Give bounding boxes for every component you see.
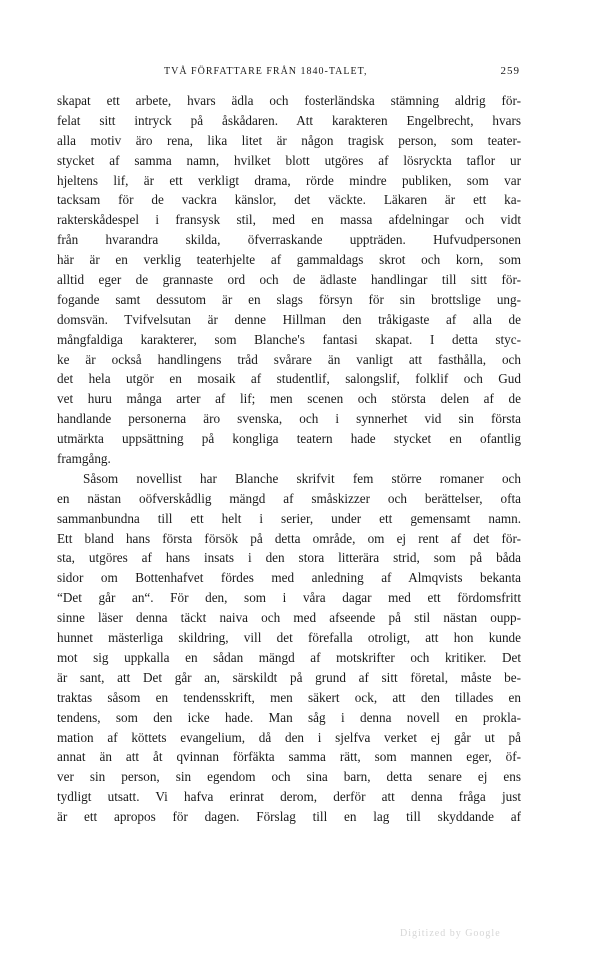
text-line: fogande samt dessutom är en slags försyn för sin brottslige ung- [57,291,521,307]
text-line: stycket af samma namn, hvilket blott utgöres af lösryckta taflor ur [57,152,521,168]
text-line: rakterskådespel i fransysk stil, med en massa afdelningar och vidt [57,212,521,228]
text-line: handlande personerna äro svenska, och i synnerhet vid sin första [57,411,521,427]
text-line: felat sitt intryck på åskådaren. Att karakteren Engelbrecht, hvars [57,112,521,128]
page-number: 259 [500,65,520,77]
paragraph-start-line: Såsom novellist har Blanche skrifvit fem större romaner och [83,470,521,486]
running-title: TVÅ FÖRFATTARE FRÅN 1840-TALET, [164,66,368,77]
paragraph-end-line: framgång. [57,451,111,467]
text-line: det hela utgör en mosaik af studentlif, salongslif, folklif och Gud [57,371,521,387]
text-line: vet huru många arter af lif; men scenen och största delen af de [57,391,521,407]
text-line: tacksam för de vackra känslor, det väckte. Läkaren är ett ka- [57,192,521,208]
text-line: alla motiv äro rena, lika litet är någon tragisk person, som teater- [57,132,521,148]
text-line: sammanbundna till ett helt i serier, under ett gemensamt namn. [57,510,521,526]
text-line: hunnet mästerliga skildring, vill det förefalla otroligt, att hon kunde [57,630,521,646]
text-line: hjeltens lif, är ett verkligt drama, rörde mindre publiken, som var [57,172,521,188]
text-line: tydligt utsatt. Vi hafva erinrat derom, derför att denna fråga just [57,789,521,805]
text-line: skapat ett arbete, hvars ädla och fosterländska stämning aldrig för- [57,93,521,108]
text-line: tendens, som den icke hade. Man såg i denna novell en prokla- [57,709,521,725]
text-line: ke är också handlingens tråd svårare än vanligt att fasthålla, och [57,351,521,367]
text-line: sinne läser denna täckt naiva och med afseende på stil nästan oupp- [57,610,521,626]
text-line: “Det går an“. För den, som i våra dagar med ett fördomsfritt [57,590,521,606]
text-line: från hvarandra skilda, öfverraskande uppträden. Hufvudpersonen [57,232,521,248]
text-line: alltid eger de grannaste ord och de ädlaste handlingar till sitt för- [57,272,521,288]
text-line: en nästan oöfverskådlig mängd af småskizzer och berättelser, ofta [57,490,521,506]
text-line: mot sig uppkalla en sådan mängd af motskrifter och kritiker. Det [57,649,521,665]
text-line: utmärkta uppsättning på kongliga teatern hade stycket en ofantlig [57,431,521,447]
digitization-watermark: Digitized by Google [400,928,501,939]
running-head [58,64,520,82]
text-line: traktas såsom en tendensskrift, men säkert ock, att den tillades en [57,689,521,705]
text-line: Ett bland hans första försök på detta område, om ej rent af det för- [57,530,521,546]
text-line: ver sin person, sin egendom och sina barn, detta senare ej ens [57,769,521,785]
text-line: domsvän. Tvifvelsutan är denne Hillman den tråkigaste af alla de [57,311,521,327]
text-line: sta, utgöres af hans insats i den stora litterära strid, som på båda [57,550,521,566]
text-line: är ett apropos för dagen. Förslag till en lag till skyddande af [57,809,521,825]
text-line: mångfaldiga karakterer, som Blanche's fantasi skapat. I detta styc- [57,331,521,347]
body-text [57,91,521,827]
text-line: annat än att åt qvinnan förfäkta samma rätt, som mannen eger, öf- [57,749,521,765]
text-line: här är en verklig teaterhjelte af gammaldags skrot och korn, som [57,252,521,268]
text-line: är sant, att Det går an, särskildt på grund af sitt företal, måste be- [57,669,521,685]
text-line: sidor om Bottenhafvet fördes med anledning af Almqvists bekanta [57,570,521,586]
text-line: mation af köttets evangelium, då den i sjelfva verket ej går ut på [57,729,521,745]
